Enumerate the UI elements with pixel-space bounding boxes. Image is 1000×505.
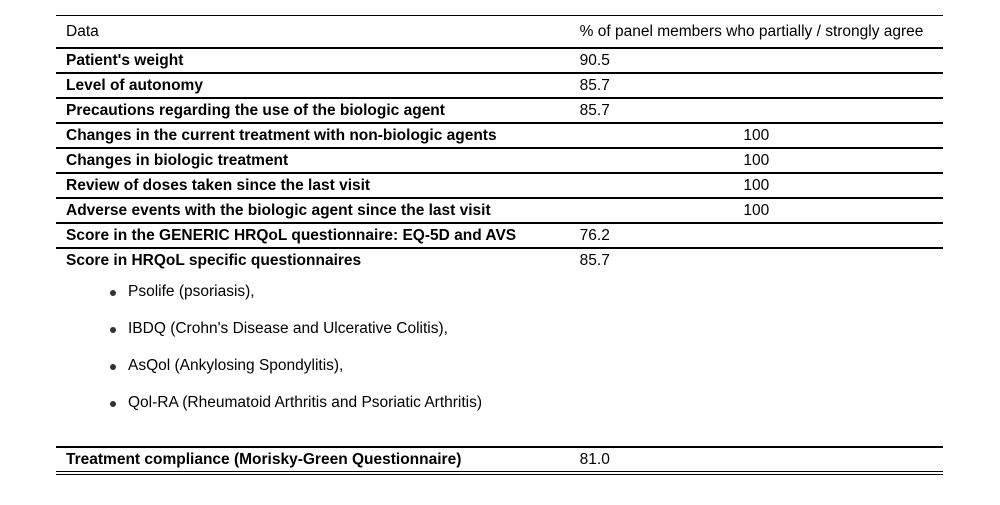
bullet-icon xyxy=(110,290,116,296)
list-item-text: AsQol (Ankylosing Spondylitis), xyxy=(128,357,344,374)
hrqol-questionnaire-list xyxy=(66,278,570,426)
hrqol-cell xyxy=(56,248,570,447)
table-row-dose-review xyxy=(56,173,943,198)
row-value: 85.7 xyxy=(570,73,943,98)
row-label: Score in HRQoL specific questionnaires xyxy=(66,252,362,269)
table-row-non-biologic-changes xyxy=(56,123,943,148)
header-data: Data xyxy=(56,16,570,49)
row-label: Level of autonomy xyxy=(56,73,570,98)
table-body xyxy=(56,48,943,473)
row-label: Changes in biologic treatment xyxy=(56,148,570,173)
row-value: 81.0 xyxy=(570,447,943,473)
row-value: 100 xyxy=(570,198,943,223)
list-item xyxy=(106,389,570,426)
bullet-icon xyxy=(110,364,116,370)
row-label: Adverse events with the biologic agent since the last visit xyxy=(56,198,570,223)
row-value: 90.5 xyxy=(570,48,943,73)
table-row-adverse-events xyxy=(56,198,943,223)
list-item-text: Qol-RA (Rheumatoid Arthritis and Psoriatic Arthritis) xyxy=(128,394,483,411)
table-row-precautions xyxy=(56,98,943,123)
row-label: Treatment compliance (Morisky-Green Questionnaire) xyxy=(56,447,570,473)
header-row xyxy=(56,16,943,49)
row-label: Score in the GENERIC HRQoL questionnaire: EQ-5D and AVS xyxy=(56,223,570,248)
row-value: 100 xyxy=(570,148,943,173)
table-row-level-of-autonomy xyxy=(56,73,943,98)
bullet-icon xyxy=(110,401,116,407)
header-percent-agree: % of panel members who partially / strongly agree xyxy=(570,16,943,49)
table-row-specific-hrqol xyxy=(56,248,943,447)
table-header xyxy=(56,16,943,49)
list-item xyxy=(106,352,570,389)
row-label: Changes in the current treatment with non-biologic agents xyxy=(56,123,570,148)
row-label: Review of doses taken since the last visit xyxy=(56,173,570,198)
row-label: Precautions regarding the use of the biologic agent xyxy=(56,98,570,123)
table-row-treatment-compliance xyxy=(56,447,943,473)
list-item xyxy=(106,278,570,315)
row-value: 76.2 xyxy=(570,223,943,248)
row-value: 85.7 xyxy=(570,98,943,123)
row-value: 100 xyxy=(570,123,943,148)
consensus-data-table xyxy=(56,15,943,475)
list-item-text: IBDQ (Crohn's Disease and Ulcerative Colitis), xyxy=(128,320,448,337)
list-item xyxy=(106,315,570,352)
row-value: 85.7 xyxy=(570,248,943,447)
bullet-icon xyxy=(110,327,116,333)
hrqol-spacer xyxy=(66,426,570,446)
table-row-generic-hrqol xyxy=(56,223,943,248)
row-label: Patient's weight xyxy=(56,48,570,73)
table-row-biologic-changes xyxy=(56,148,943,173)
row-value: 100 xyxy=(570,173,943,198)
list-item-text: Psolife (psoriasis), xyxy=(128,283,255,300)
table-row-patient-weight xyxy=(56,48,943,73)
